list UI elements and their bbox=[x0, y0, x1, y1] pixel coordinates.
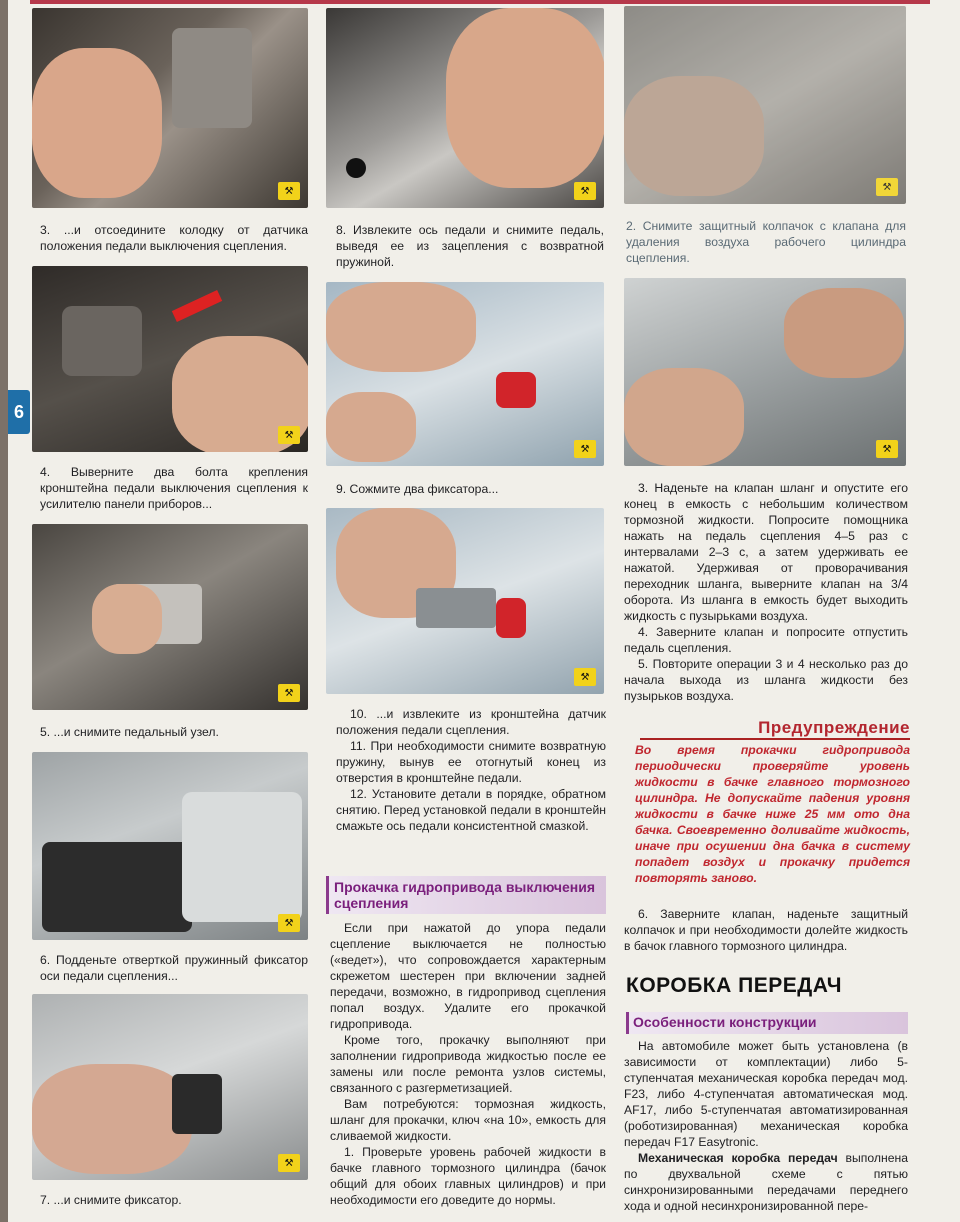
caption-7: 7. ...и снимите фиксатор. bbox=[40, 1193, 182, 1207]
photo-5 bbox=[32, 524, 308, 710]
tool-icon: ⚒ bbox=[278, 182, 300, 200]
gearbox-p2-bold: Механическая коробка передач bbox=[638, 1151, 838, 1165]
tool-icon: ⚒ bbox=[278, 914, 300, 932]
step-11: 11. При необходимости снимите возвратную пружину, вынув ее отогнутый конец из отверстия в кронштейне педали. bbox=[336, 739, 606, 785]
gearbox-subtitle: Особенности конструкции bbox=[626, 1012, 908, 1034]
caption-6: 6. Подденьте отверткой пружинный фиксатор оси педали сцепления... bbox=[40, 953, 308, 983]
caption-5: 5. ...и снимите педальный узел. bbox=[40, 725, 219, 739]
gearbox-p2-rest: выполнена по двухвальной схеме с пятью синхронизированными передачами переднего хода и одной несинхронизированной пере- bbox=[624, 1151, 908, 1213]
photo-6 bbox=[32, 752, 308, 940]
paragraph: Если при нажатой до упора педали сцепление выключается не полностью («ведет»), что сопровождается характерным скрежетом шестерен при включении задней передачи, возможно, в гидропривод сцепления попал воздух. Удалите его прокачкой гидропривода. bbox=[330, 921, 606, 1031]
step-6-text bbox=[624, 906, 908, 954]
caption-3: 3. ...и отсоедините колодку от датчика положения педали выключения сцепления. bbox=[40, 223, 308, 253]
gearbox-title: КОРОБКА ПЕРЕДАЧ bbox=[626, 974, 843, 997]
paragraph: Кроме того, прокачку выполняют при заполнении гидропривода жидкостью после ее замены или после ремонта узлов системы, связанного с разгерметизацией. bbox=[330, 1033, 606, 1095]
tool-icon: ⚒ bbox=[278, 684, 300, 702]
caption-8: 8. Извлеките ось педали и снимите педаль, выведя ее из зацепления с возвратной пружиной. bbox=[336, 223, 604, 269]
tool-icon: ⚒ bbox=[876, 440, 898, 458]
photo-7 bbox=[32, 994, 308, 1180]
step-10: 10. ...и извлеките из кронштейна датчик положения педали сцепления. bbox=[336, 707, 606, 737]
step-12: 12. Установите детали в порядке, обратном снятию. Перед установкой педали в кронштейн смажьте ось педали консистентной смазкой. bbox=[336, 787, 606, 833]
page-tab: 6 bbox=[8, 390, 30, 434]
photo-10 bbox=[326, 508, 604, 694]
warning-title: Предупреждение bbox=[640, 718, 910, 740]
step-4: 4. Заверните клапан и попросите отпустить педаль сцепления. bbox=[624, 625, 908, 655]
tool-icon: ⚒ bbox=[574, 440, 596, 458]
procedure-steps-10-12 bbox=[336, 706, 606, 834]
caption-r2: 2. Снимите защитный колпачок с клапана для удаления воздуха рабочего цилиндра сцепления. bbox=[626, 219, 906, 265]
tool-icon: ⚒ bbox=[278, 1154, 300, 1172]
caption-4: 4. Выверните два болта крепления кронштейна педали выключения сцепления к усилителю панели приборов... bbox=[40, 465, 308, 511]
tool-icon: ⚒ bbox=[574, 668, 596, 686]
bleeding-text bbox=[330, 920, 606, 1208]
photo-9 bbox=[326, 282, 604, 466]
photo-r2 bbox=[624, 6, 906, 204]
top-rule bbox=[30, 0, 930, 4]
section-heading-bleeding: Прокачка гидропривода выключения сцепления bbox=[326, 876, 606, 914]
gearbox-text bbox=[624, 1038, 908, 1214]
photo-4 bbox=[32, 266, 308, 452]
tool-icon: ⚒ bbox=[278, 426, 300, 444]
step-3: 3. Наденьте на клапан шланг и опустите его конец в емкость с небольшим количеством тормозной жидкости. Попросите помощника нажать на педаль сцепления 4–5 раз с интервалами 2–3 с, а затем удерживать ее нажатой. Удерживая от проворачивания переходник шланга, выверните клапан на 3/4 оборота. Из шланга в емкость будет выходить жидкость с пузырьками воздуха. bbox=[624, 481, 908, 623]
step-6: 6. Заверните клапан, наденьте защитный колпачок и при необходимости долейте жидкость в бачок главного тормозного цилиндра. bbox=[624, 907, 908, 953]
gearbox-p2 bbox=[624, 1150, 908, 1214]
tool-icon: ⚒ bbox=[876, 178, 898, 196]
photo-3 bbox=[32, 8, 308, 208]
gearbox-p1: На автомобиле может быть установлена (в зависимости от комплектации) либо 5-ступенчатая механическая коробка передач мод. F23, либо 4-ступенчатая автоматическая мод. AF17, либо 5-ступенчатая автоматизированная (роботизированная) механическая коробка передач F17 Easytronic. bbox=[624, 1039, 908, 1149]
photo-r3 bbox=[624, 278, 906, 466]
caption-9: 9. Сожмите два фиксатора... bbox=[336, 482, 499, 496]
paragraph: 1. Проверьте уровень рабочей жидкости в бачке главного тормозного цилиндра (бачок общий для обоих главных цилиндров) и при необходимости его доведите до нормы. bbox=[330, 1145, 606, 1207]
step-5: 5. Повторите операции 3 и 4 несколько раз до начала выхода из шланга жидкости без пузырьков воздуха. bbox=[624, 657, 908, 703]
tool-icon: ⚒ bbox=[574, 182, 596, 200]
warning-text: Во время прокачки гидропривода периодически проверяйте уровень жидкости в бачке главного тормозного цилиндра. Не допускайте падения уровня жидкости в бачке ниже 25 мм ото дна бачка. Своевременно доливайте жидкость, иначе при осушении дна бачка в систему попадет воздух и прокачку придется повторять заново. bbox=[635, 743, 910, 885]
photo-8 bbox=[326, 8, 604, 208]
paragraph: Вам потребуются: тормозная жидкость, шланг для прокачки, ключ «на 10», емкость для сливаемой жидкости. bbox=[330, 1097, 606, 1143]
procedure-steps-3-5 bbox=[624, 480, 908, 704]
